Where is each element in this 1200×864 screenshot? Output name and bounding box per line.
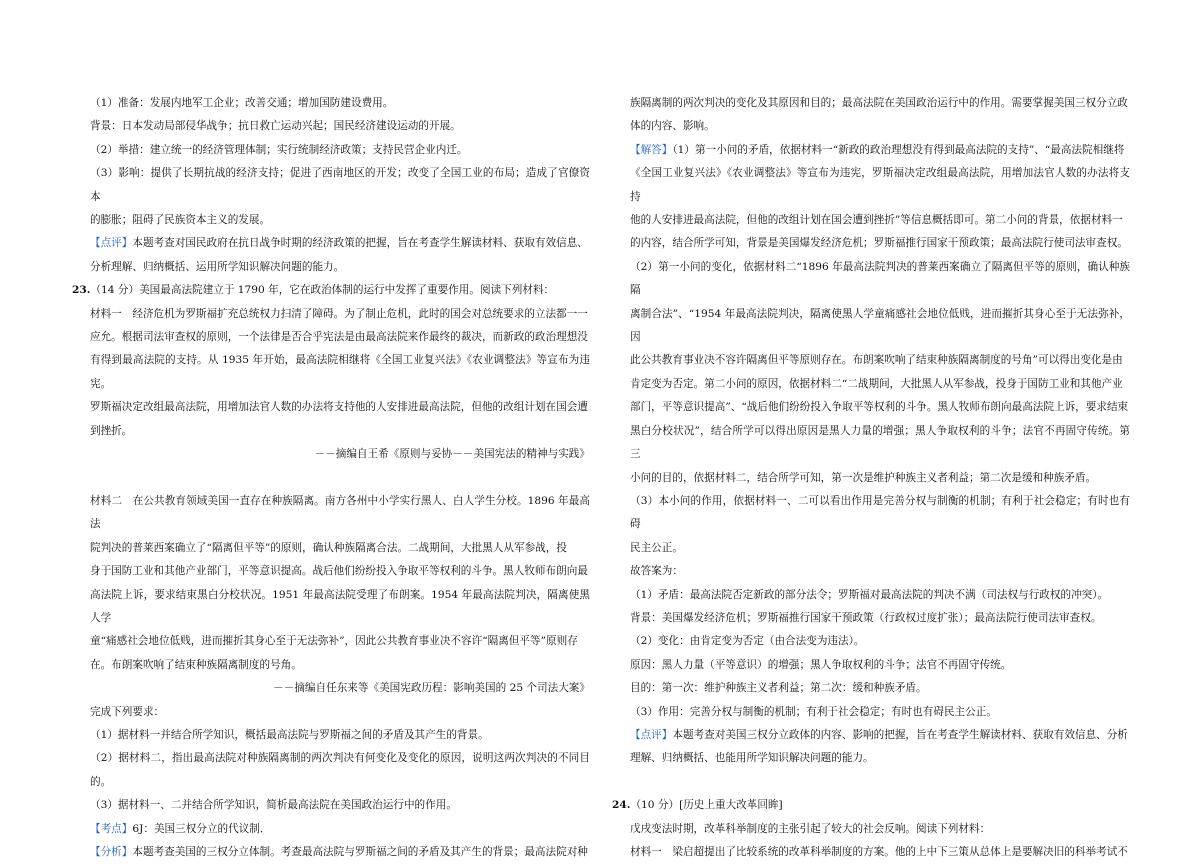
solution-tag: 【解答】 (630, 143, 673, 156)
q23-material2-source: －－摘编自任东来等《美国宪政历程：影响美国的 25 个司法大案》 (273, 682, 590, 695)
comment-tag: 【点评】 (90, 237, 133, 250)
q23-material1-line-5: 到挫折。 (90, 424, 133, 437)
analysis-cont-1: 族隔离制的两次判决的变化及其原因和目的；最高法院在美国政治运行中的作用。需要掌握美国三权分立政 (630, 97, 1128, 109)
comment-tag: 【点评】 (630, 728, 673, 741)
answer-head: 故答案为： (630, 565, 683, 578)
q24-stem (612, 794, 1130, 817)
q23-material1-line-1: 材料一 经济危机为罗斯福扩充总统权力扫清了障碍。为了制止危机，此时的国会对总统要求的立法都一一 (90, 307, 588, 320)
comment-text: 本题考查对美国三权分立政体的内容、影响的把握，旨在考查学生解读材料、获取有效信息、分析 (672, 728, 1128, 741)
q23-requirement-3: （3）据材料一、二并结合所学知识，简析最高法院在美国政治运行中的作用。 (90, 799, 457, 812)
solution-line-1 (612, 139, 1130, 162)
q24-number: 24. (612, 799, 631, 812)
solution-line-13: 民主公正。 (630, 541, 683, 554)
q22-answer-line-4: （3）影响：提供了长期抗战的经济支持；促进了西南地区的开发；改变了全国工业的布局；造成了官僚资本 (90, 167, 590, 203)
solution-line-11: 小问的目的，依据材料二，结合所学可知，第一次是维护种族主义者利益；第二次是缓和种族矛盾。 (630, 471, 1097, 484)
q24-stem-text: （10 分）[历史上重大改革回眸] (630, 799, 783, 812)
q23-material2-line-2: 院判决的普莱西案确立了“隔离但平等”的原则，确认种族隔离合法。二战期间，大批黑人从军参战，投 (90, 541, 567, 554)
solution-line-10: 黑白分校状况”，结合所学可以得出原因是黑人力量的增强；黑人争取权利的斗争；法官不再固守传统。第三 (630, 424, 1130, 461)
q22-answer-line-5: 的膨胀；阻碍了民族资本主义的发展。 (90, 214, 271, 227)
q23-material1-line-3: 有得到最高法院的支持。从 1935 年开始，最高法院相继将《全国工业复兴法》《农业调整法》等宣布为违宪。 (90, 354, 590, 390)
solution-line-8: 肯定变为否定。第二小问的原因，依据材料二“二战期间，大批黑人从军参战，投身于国防工业和其他产业 (630, 377, 1123, 390)
q23-material2-line-6: 在。布朗案吹响了结束种族隔离制度的号角。 (90, 658, 302, 671)
q23-material2-line-4: 高法院上诉，要求结束黑白分校状况。1951 年最高法院受理了布朗案。1954 年最高法院判决，隔离使黑人学 (90, 588, 590, 624)
q23-material2-line-3: 身于国防工业和其他产业部门，平等意识提高。战后他们纷纷投入争取平等权利的斗争。黑人牧师布朗向最 (90, 565, 588, 578)
q23-requirement-2: （2）据材料二，指出最高法院对种族隔离制的两次判决有何变化及变化的原因，说明这两次判决的不同目的。 (90, 752, 590, 788)
q23-material1-line-2: 应允。根据司法审查权的原则，一个法律是否合乎宪法是由最高法院来作最终的裁决，而新政的政治理想没 (90, 331, 588, 344)
q22-answer-line-3: （2）举措：建立统一的经济管理体制；实行统制经济政策；支持民营企业内迁。 (90, 143, 468, 156)
solution-line-7: 此公共教育事业决不容许隔离但平等原则存在。布朗案吹响了结束种族隔离制度的号角”可以得出变化是由 (630, 354, 1123, 367)
solution-text: （1）第一小问的矛盾，依据材料一“新政的政治理想没有得到最高法院的支持”、“最高法院相继将 (672, 143, 1125, 156)
answer-2: 背景：美国爆发经济危机；罗斯福推行国家干预政策（行政权过度扩张）；最高法院行使司法审查权。 (630, 611, 1102, 624)
solution-line-5: （2）第一小问的变化，依据材料二“1896 年最高法院判决的普莱西案确立了隔离但平等的原则，确认种族隔 (630, 260, 1130, 297)
q23-material2-line-5: 童“痛感社会地位低贱，进而摧折其身心至于无法弥补”，因此公共教育事业决不容许“隔离但平等”原则存 (90, 635, 578, 648)
q22-answer-line-2: 背景：日本发动局部侵华战争；抗日救亡运动兴起；国民经济建设运动的开展。 (90, 120, 461, 133)
q23-comment-cont: 理解、归纳概括、也能用所学知识解决问题的能力。 (630, 752, 874, 765)
right-column (612, 92, 1130, 864)
answer-1: （1）矛盾：最高法院否定新政的部分法令；罗斯福对最高法院的判决不满（司法权与行政权的冲突）。 (630, 588, 1109, 601)
q22-answer-line-1: （1）准备：发展内地军工企业；改善交通；增加国防建设费用。 (90, 97, 394, 109)
q23-material1-line-4: 罗斯福决定改组最高法院，用增加法官人数的办法将支持他的人安排进最高法院，但他的改组计划在国会遭 (90, 401, 588, 414)
solution-line-3: 他的人安排进最高法院，但他的改组计划在国会遭到挫折”等信息概括即可。第二小问的背景，依据材料一 (630, 214, 1123, 227)
q23-comment (612, 724, 1130, 747)
comment-text: 本题考查对国民政府在抗日战争时期的经济政策的把握，旨在考查学生解读材料、获取有效信息、 (132, 237, 588, 250)
analysis-cont-2: 体的内容、影响。 (630, 120, 715, 133)
q22-comment (72, 232, 590, 255)
q23-material1-source: －－摘编自王希《原则与妥协－－美国宪法的精神与实践》 (314, 448, 590, 461)
q23-requirements-head: 完成下列要求： (90, 705, 165, 718)
solution-line-2: 《全国工业复兴法》《农业调整法》等宣布为违宪，罗斯福决定改组最高法院，用增加法官人数的办法将支持 (630, 167, 1130, 203)
q23-stem (72, 279, 590, 302)
answer-3: （2）变化：由肯定变为否定（由合法变为违法）。 (630, 635, 865, 648)
solution-line-12: （3）本小问的作用，依据材料一、二可以看出作用是完善分权与制衡的机制；有利于社会稳定；有时也有碍 (630, 494, 1130, 531)
answer-6: （3）作用：完善分权与制衡的机制；有利于社会稳定；有时也有碍民主公正。 (630, 705, 997, 718)
knowledge-tag: 【考点】 (90, 822, 133, 835)
analysis-tag: 【分析】 (90, 845, 133, 858)
answer-5: 目的：第一次：维护种族主义者利益；第二次：缓和种族矛盾。 (630, 682, 927, 695)
solution-line-4: 的内容，结合所学可知，背景是美国爆发经济危机；罗斯福推行国家干预政策；最高法院行使司法审查权。 (630, 237, 1128, 250)
solution-line-6: 离制合法”、“1954 年最高法院判决，隔离使黑人学童痛感社会地位低贱，进而摧折其身心至于无法弥补，因 (630, 307, 1130, 344)
q23-requirement-1: （1）据材料一并结合所学知识，概括最高法院与罗斯福之间的矛盾及其产生的背景。 (90, 728, 489, 741)
answer-4: 原因：黑人力量（平等意识）的增强；黑人争取权利的斗争；法官不再固守传统。 (630, 658, 1012, 671)
q22-comment-cont: 分析理解、归纳概括、运用所学知识解决问题的能力。 (90, 260, 345, 273)
q24-line-1: 戊戌变法时期，改革科举制度的主张引起了较大的社会反响。阅读下列材料： (630, 822, 991, 835)
knowledge-text: 6J：美国三权分立的代议制． (132, 822, 271, 835)
solution-line-9: 部门，平等意识提高”、“战后他们纷纷投入争取平等权利的斗争。黑人牧师布朗向最高法院上诉，要求结束 (630, 401, 1129, 414)
q23-knowledge-point (72, 818, 590, 841)
analysis-text: 本题考查美国的三权分立体制。考查最高法院与罗斯福之间的矛盾及其产生的背景；最高法院对种 (132, 845, 588, 858)
q23-stem-text: （14 分）美国最高法院建立于 1790 年，它在政治体制的运行中发挥了重要作用。阅读下列材料： (90, 284, 555, 297)
q23-analysis (72, 841, 590, 864)
left-column (72, 92, 590, 864)
q24-line-2: 材料一 梁启超提出了比较系统的改革科举制度的方案。他的上中下三策从总体上是要解决旧的科举考试不 (630, 845, 1128, 858)
q23-number: 23. (72, 284, 91, 297)
q23-material2-line-1: 材料二 在公共教育领域美国一直存在种族隔离。南方各州中小学实行黑人、白人学生分校。1896 年最高法 (90, 494, 590, 531)
